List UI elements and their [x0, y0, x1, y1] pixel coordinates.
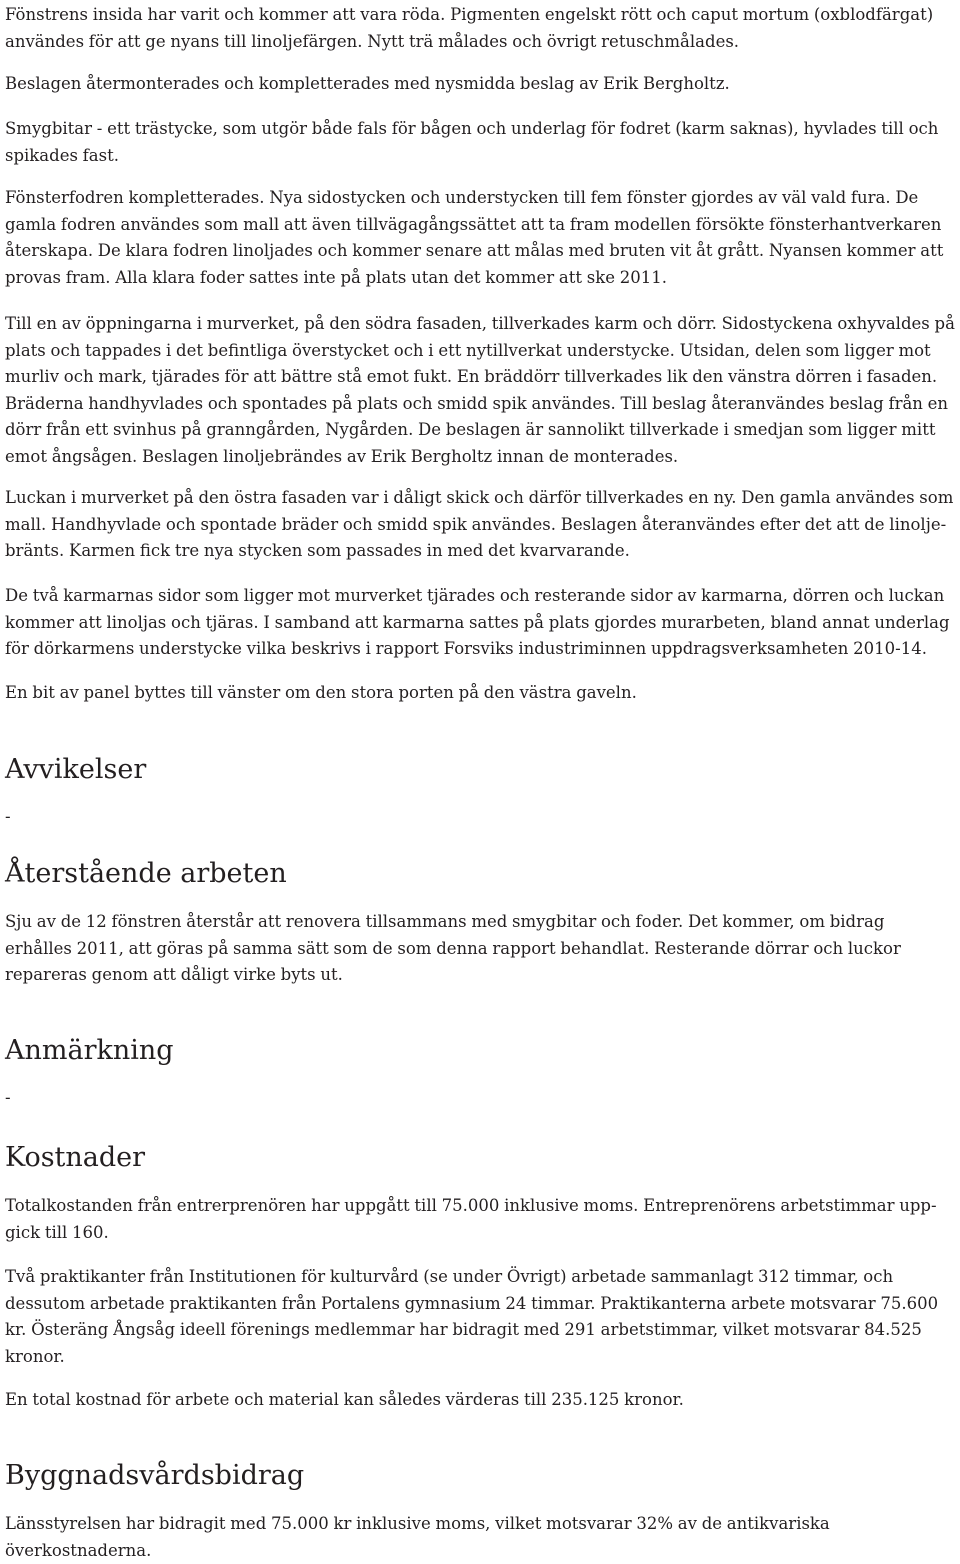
heading-byggnadsvardsbidrag: Byggnadsvårdsbidrag	[5, 1460, 305, 1491]
anmarkning-dash: -	[5, 1088, 11, 1107]
paragraph-hatch: Luckan i murverket på den östra fasaden var i dåligt skick och därför tillverkades en ny. Den gamla användes som mall. Handhyvlade och spontade bräder och smidd spik användes. Beslagen återanvändes efter det att de linolje-bränts. Karmen fick tre nya stycken som passades in med det kvarvarande.	[5, 488, 954, 560]
heading-anmarkning: Anmärkning	[5, 1035, 174, 1066]
paragraph-kostnader-summa: En total kostnad för arbete och material kan således värderas till 235.125 kronor.	[5, 1390, 684, 1409]
paragraph-fittings: Beslagen återmonterades och kompletterades med nysmidda beslag av Erik Bergholtz.	[5, 74, 730, 93]
paragraph-kostnader-total: Totalkostanden från entrerprenören har uppgått till 75.000 inklusive moms. Entreprenörens arbetstimmar upp-gick till 160.	[5, 1196, 937, 1242]
paragraph-smygbitar: Smygbitar - ett trästycke, som utgör både fals för bågen och underlag för fodret (karm saknas), hyvlades till och spikades fast.	[5, 119, 939, 165]
paragraph-panel: En bit av panel byttes till vänster om den stora porten på den västra gaveln.	[5, 683, 637, 702]
paragraph-door: Till en av öppningarna i murverket, på den södra fasaden, tillverkades karm och dörr. Sidostyckena oxhyvaldes på plats och tappades i det befintliga överstycket och i ett nytillverkat understycke. Utsidan, delen som ligger mot murliv och mark, tjärades för att bättre stå emot fukt. En bräddörr tillverkades lik den vänstra dörren i fasaden. Bräderna handhyvlades och spontades på plats och smidd spik användes. Till beslag återanvändes beslag från en dörr från ett svinhus på granngården, Nygården. De beslagen är sannolikt tillverkade i smedjan som ligger mitt emot ångsågen. Beslagen linoljebrändes av Erik Bergholtz innan de monterades.	[5, 314, 955, 466]
paragraph-window-linings: Fönsterfodren kompletterades. Nya sidostycken och understycken till fem fönster gjordes av väl vald fura. De gamla fodren användes som mall att även tillvägagångssättet att ta fram modellen försökte fönsterhantverkaren återskapa. De klara fodren linoljades och kommer senare att målas med bruten vit åt grått. Nyansen kommer att provas fram. Alla klara foder sattes inte på plats utan det kommer att ske 2011.	[5, 188, 944, 287]
heading-aterstaende-arbeten: Återstående arbeten	[5, 858, 287, 889]
paragraph-byggnadsvardsbidrag: Länsstyrelsen har bidragit med 75.000 kr inklusive moms, vilket motsvarar 32% av de antikvariska överkostnaderna.	[5, 1514, 830, 1560]
paragraph-frames: De två karmarnas sidor som ligger mot murverket tjärades och resterande sidor av karmarna, dörren och luckan kommer att linoljas och tjäras. I samband att karmarna sattes på plats gjordes murarbeten, bland annat underlag för dörkarmens understycke vilka beskrivs i rapport Forsviks industriminnen uppdragsverksamheten 2010-14.	[5, 586, 950, 658]
paragraph-aterstaende: Sju av de 12 fönstren återstår att renovera tillsammans med smygbitar och foder. Det kommer, om bidrag erhålles 2011, att göras på samma sätt som de som denna rapport behandlat. Resterande dörrar och luckor repareras genom att dåligt virke byts ut.	[5, 912, 901, 984]
heading-avvikelser: Avvikelser	[5, 754, 147, 785]
heading-kostnader: Kostnader	[5, 1142, 146, 1173]
paragraph-kostnader-praktikanter: Två praktikanter från Institutionen för kulturvård (se under Övrigt) arbetade sammanlagt 312 timmar, och dessutom arbetade praktikanten från Portalens gymnasium 24 timmar. Praktikanterna arbete motsvarar 75.600 kr. Österäng Ångsåg ideell förenings medlemmar har bidragit med 291 arbetstimmar, vilket motsvarar 84.525 kronor.	[5, 1267, 939, 1366]
avvikelser-dash: -	[5, 807, 11, 826]
paragraph-window-color: Fönstrens insida har varit och kommer att vara röda. Pigmenten engelskt rött och caput mortum (oxblodfärgat) användes för att ge nyans till linoljefärgen. Nytt trä målades och övrigt retuschmålades.	[5, 5, 934, 51]
